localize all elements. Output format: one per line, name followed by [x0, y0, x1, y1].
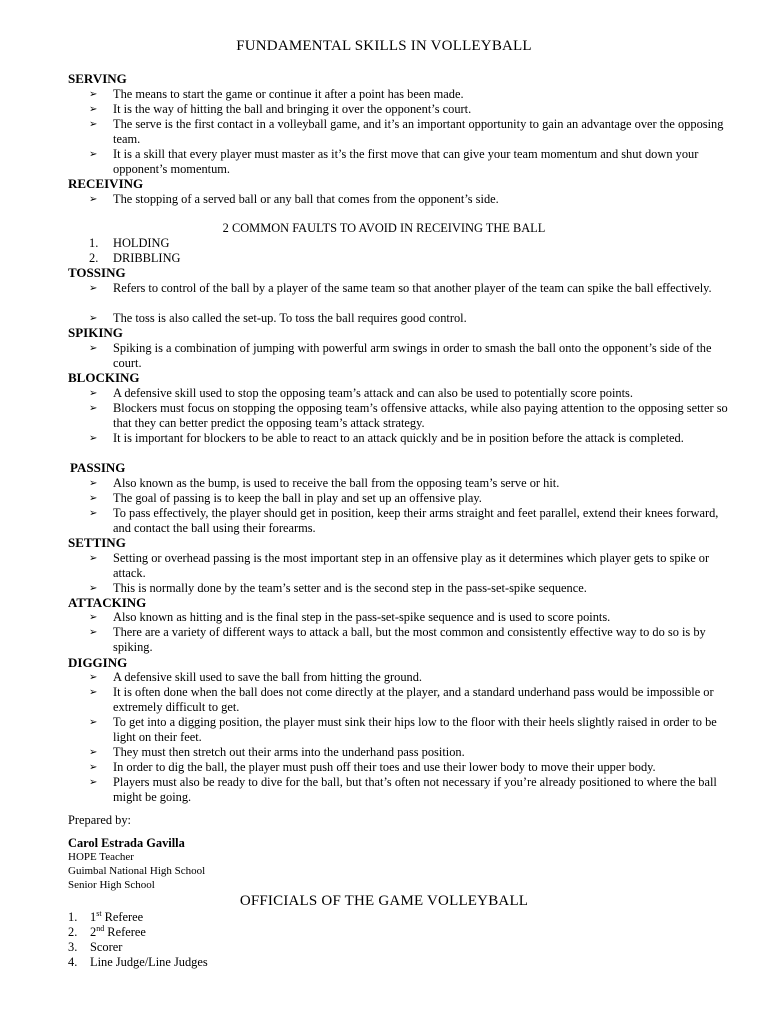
heading-setting: SETTING	[68, 535, 126, 550]
arrow-bullet-icon: ➢	[89, 747, 98, 758]
document-title: FUNDAMENTAL SKILLS IN VOLLEYBALL	[236, 38, 532, 54]
arrow-bullet-icon: ➢	[89, 717, 98, 728]
heading-blocking: BLOCKING	[68, 370, 140, 385]
faults-title: 2 COMMON FAULTS TO AVOID IN RECEIVING THE BALL	[222, 221, 546, 235]
arrow-bullet-icon: ➢	[89, 583, 98, 594]
arrow-bullet-icon: ➢	[89, 343, 98, 354]
heading-digging: DIGGING	[68, 655, 128, 670]
officials-title: OFFICIALS OF THE GAME VOLLEYBALL	[239, 893, 529, 909]
arrow-bullet-icon: ➢	[89, 612, 98, 623]
arrow-bullet-icon: ➢	[89, 149, 98, 160]
arrow-bullet-icon: ➢	[89, 762, 98, 773]
prepared-by-label: Prepared by:	[68, 813, 131, 827]
arrow-bullet-icon: ➢	[89, 687, 98, 698]
arrow-bullet-icon: ➢	[89, 194, 98, 205]
heading-passing: PASSING	[70, 460, 126, 475]
arrow-bullet-icon: ➢	[89, 627, 98, 638]
arrow-bullet-icon: ➢	[89, 672, 98, 683]
arrow-bullet-icon: ➢	[89, 104, 98, 115]
author-school: Guimbal National High School	[68, 865, 206, 877]
arrow-bullet-icon: ➢	[89, 403, 98, 414]
author-level: Senior High School	[68, 879, 155, 891]
arrow-bullet-icon: ➢	[89, 313, 98, 324]
arrow-bullet-icon: ➢	[89, 508, 98, 519]
document-page: FUNDAMENTAL SKILLS IN VOLLEYBALL SERVING ➢ The means to start the game or continue it after a point has been made. ➢ It is the way of hitting the ball and bringing it over the opponent’s court. ➢ The serve is the first contact in a volleyball game, and it’s an important opportunity to gain an advantage over the opposing team. ➢ It is a skill that every player must master as it’s the first move that can give your team momentum and shut down your opponent’s momentum. RECEIVING ➢ The stopping of a served ball or any ball that comes from the opponent’s side. 2 COMMON FAULTS TO AVOID IN RECEIVING THE BALL 1. HOLDING 2. DRIBBLING TOSSING ➢ Refers to control of the ball by a player of the same team so that another player of the team can spike the ball effectively. ➢ The toss is also called the set-up. To toss the ball requires good control. SPIKING ➢ Spiking is a combination of jumping with powerful arm swings in order to smash the ball onto the opponent’s side of the court. BLOCKING ➢ A defensive skill used to stop the opposing team’s attack and can also be used to potentially score points. ➢ Blockers must focus on stopping the opposing team’s offensive attacks, while also paying attention to the opposing setter so that they can better predict the opposing team’s attack strategy. ➢ It is important for blockers to be able to react to an attack quickly and be in position before the attack is completed. PASSING ➢ Also known as the bump, is used to receive the ball from the opposing team’s serve or hit. ➢ The goal of passing is to keep the ball in play and set up an offensive play. ➢ To pass effectively, the player should get in position, keep their arms straight and feet parallel, extend their knees forward, and contact the ball using their forearms. SETTING ➢ Setting or overhead passing is the most important step in an offensive play as it determines which player gets to spike or attack. ➢ This is normally done by the team’s setter and is the second step in the pass-set-spike sequence. ATTACKING ➢ Also known as hitting and is the final step in the pass-set-spike sequence and is used to score points. ➢ There are a variety of different ways to attack a ball, but the most common and consistently effective way to do so is by spiking. DIGGING ➢ A defensive skill used to save the ball from hitting the ground. ➢ It is often done when the ball does not come directly at the player, and a standard underhand pass would be impossible or extremely difficult to get. ➢ To get into a digging position, the player must sink their hips low to the floor with their heels slightly raised in order to be light on their feet. ➢ They must then stretch out their arms into the underhand pass position. ➢ In order to dig the ball, the player must push off their toes and use their lower body to move their upper body. ➢ Players must also be ready to dive for the ball, but that’s often not necessary if you’re already positioned to where the ball might be going. Prepared by: Carol Estrada Gavilla HOPE Teacher Guimbal National High School Senior High School OFFICIALS OF THE GAME VOLLEYBALL 1. 1st Referee 2. 2nd Referee 3. Scorer 4. Line Judge/Line Judges	[0, 0, 768, 1024]
arrow-bullet-icon: ➢	[89, 478, 98, 489]
arrow-bullet-icon: ➢	[89, 119, 98, 130]
arrow-bullet-icon: ➢	[89, 493, 98, 504]
author-name: Carol Estrada Gavilla	[68, 836, 185, 850]
heading-serving: SERVING	[68, 71, 127, 86]
heading-receiving: RECEIVING	[68, 176, 144, 191]
heading-spiking: SPIKING	[68, 325, 123, 340]
author-role: HOPE Teacher	[68, 851, 134, 863]
arrow-bullet-icon: ➢	[89, 388, 98, 399]
heading-attacking: ATTACKING	[68, 595, 147, 610]
arrow-bullet-icon: ➢	[89, 433, 98, 444]
arrow-bullet-icon: ➢	[89, 553, 98, 564]
arrow-bullet-icon: ➢	[89, 283, 98, 294]
heading-tossing: TOSSING	[68, 265, 126, 280]
arrow-bullet-icon: ➢	[89, 777, 98, 788]
arrow-bullet-icon: ➢	[89, 89, 98, 100]
